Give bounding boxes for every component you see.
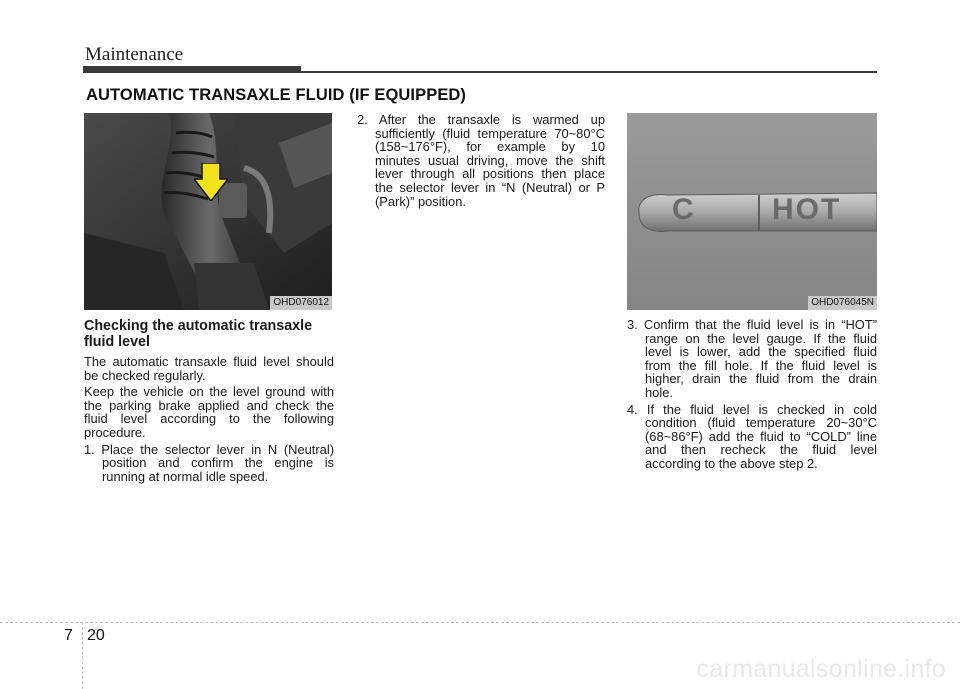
step-item: 1. Place the selector lever in N (Neutral) position and confirm the engine is running at normal idle speed. [84, 441, 334, 484]
figure-code: OHD076012 [270, 296, 332, 310]
page-header-title: Maintenance [85, 44, 184, 65]
paragraph: Keep the vehicle on the level ground with the parking brake applied and check the fluid level according to the following procedure. [84, 384, 334, 440]
dipstick-mark-cold: C [672, 193, 694, 226]
header-rule-thin [83, 71, 877, 73]
arrow-down-icon [194, 163, 228, 201]
engine-bay-illustration [84, 113, 332, 310]
subsection-heading: Checking the automatic transaxle fluid level [84, 318, 313, 350]
footer-vertical-divider [82, 622, 83, 689]
section-title: AUTOMATIC TRANSAXLE FLUID (IF EQUIPPED) [86, 86, 467, 104]
middle-column [357, 113, 605, 211]
left-column [84, 318, 334, 486]
page-number: 20 [87, 627, 105, 644]
figure-code: OHD076045N [808, 296, 877, 310]
engine-bay-photo [84, 113, 332, 310]
right-column [627, 318, 877, 474]
step-item: 3. Confirm that the fluid level is in “HOT” range on the level gauge. If the fluid level is lower, add the specified fluid from the fill hole. If the fluid level is higher, drain the fluid from the drain hole. [627, 317, 877, 400]
dipstick-photo [627, 113, 877, 310]
step-item: 4. If the fluid level is checked in cold condition (fluid temperature 20~30°C (68~86°F) add the fluid to “COLD” line and then recheck the fluid level according to the above step 2. [627, 401, 877, 471]
chapter-number: 7 [64, 627, 73, 644]
step-item: 2. After the transaxle is warmed up sufficiently (fluid temperature 70~80°C (158~176°F), for example by 10 minutes usual driving, move the shift lever through all positions then place the selector lever in “N (Neutral) or P (Park)” position. [357, 112, 605, 209]
watermark: carmanualsonline.info [696, 655, 946, 683]
dipstick-mark-hot: HOT [772, 193, 842, 226]
footer-divider [0, 622, 960, 623]
paragraph: The automatic transaxle fluid level should be checked regularly. [84, 354, 334, 383]
